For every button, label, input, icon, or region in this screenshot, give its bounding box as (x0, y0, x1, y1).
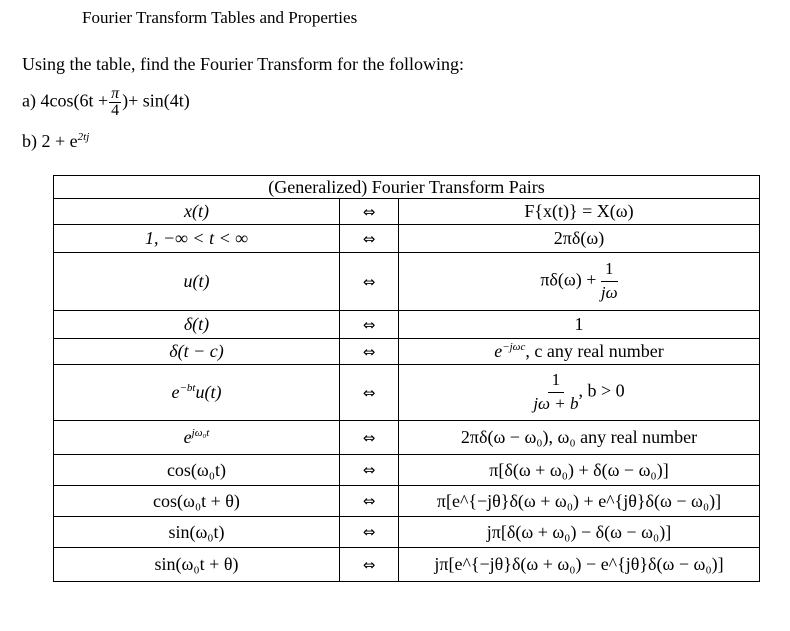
frequency-expr: πδ(ω) + (540, 269, 597, 290)
transform-pair-arrow-icon: ⇔ (340, 339, 399, 365)
table-row (54, 311, 760, 339)
table-row (54, 365, 760, 421)
transform-pair-arrow-icon: ⇔ (340, 455, 399, 486)
frequency-domain-cell (399, 365, 760, 421)
time-domain-cell: sin(ω₀t + θ) (54, 548, 340, 582)
problem-a-frac-num: π (111, 85, 120, 102)
exp-base: e (171, 382, 180, 402)
exp-base: e (494, 341, 503, 361)
table-row (54, 225, 760, 253)
transform-pair-arrow-icon: ⇔ (340, 365, 399, 421)
frequency-domain-cell: 2πδ(ω − ω₀), ω₀ any real number (399, 421, 760, 455)
time-domain-cell: 1, −∞ < t < ∞ (54, 225, 340, 253)
table-caption-row (54, 176, 760, 199)
fraction (601, 260, 618, 302)
frequency-expr-suffix: , c any real number (525, 341, 664, 361)
fraction-denominator: jω (600, 283, 618, 302)
time-expr-suffix: u(t) (195, 382, 222, 402)
table-row (54, 486, 760, 517)
problem-a-frac-den: 4 (111, 102, 120, 119)
table-row (54, 253, 760, 311)
problem-b-exponent: 2tj (77, 131, 90, 143)
table-row (54, 455, 760, 486)
time-domain-cell: δ(t − c) (54, 339, 340, 365)
time-domain-cell: cos(ω₀t) (54, 455, 340, 486)
exp-superscript: −jωc (502, 341, 526, 353)
transform-pair-arrow-icon: ⇔ (340, 486, 399, 517)
time-domain-cell (54, 365, 340, 421)
frequency-expr-suffix: , b > 0 (578, 380, 625, 401)
fraction (533, 371, 578, 413)
frequency-domain-cell: π[e^{−jθ}δ(ω + ω₀) + e^{jθ}δ(ω − ω₀)] (399, 486, 760, 517)
problem-a-label: a) (22, 90, 36, 111)
transform-pair-arrow-icon: ⇔ (340, 253, 399, 311)
table-row (54, 548, 760, 582)
problem-a-expr-end: )+ sin(4t) (122, 90, 190, 111)
frequency-domain-cell: 1 (399, 311, 760, 339)
problem-a (22, 86, 190, 119)
transform-pair-arrow-icon: ⇔ (340, 199, 399, 225)
fraction-numerator: 1 (548, 371, 565, 393)
time-domain-cell: x(t) (54, 199, 340, 225)
table-row (54, 421, 760, 455)
problem-a-fraction (109, 86, 121, 119)
frequency-domain-cell (399, 339, 760, 365)
exp-superscript: jω₀t (191, 427, 210, 439)
problem-b-label: b) (22, 131, 37, 151)
table-row (54, 339, 760, 365)
transform-pair-arrow-icon: ⇔ (340, 311, 399, 339)
exp-superscript: −bt (179, 382, 196, 394)
frequency-domain-cell: π[δ(ω + ω₀) + δ(ω − ω₀)] (399, 455, 760, 486)
transform-pair-arrow-icon: ⇔ (340, 421, 399, 455)
table-caption: (Generalized) Fourier Transform Pairs (54, 176, 760, 199)
frequency-domain-cell: 2πδ(ω) (399, 225, 760, 253)
fraction-numerator: 1 (601, 260, 618, 282)
problem-b-expr: 2 + e (41, 131, 78, 151)
time-domain-cell: δ(t) (54, 311, 340, 339)
problem-a-expr-start: 4cos(6t + (40, 90, 109, 111)
table-row (54, 199, 760, 225)
frequency-domain-cell: jπ[e^{−jθ}δ(ω + ω₀) − e^{jθ}δ(ω − ω₀)] (399, 548, 760, 582)
time-domain-cell: sin(ω₀t) (54, 517, 340, 548)
time-domain-cell: u(t) (54, 253, 340, 311)
fraction-denominator: jω + b (533, 394, 579, 413)
time-domain-cell: cos(ω₀t + θ) (54, 486, 340, 517)
frequency-domain-cell (399, 253, 760, 311)
time-domain-cell (54, 421, 340, 455)
transform-pair-arrow-icon: ⇔ (340, 225, 399, 253)
transform-pair-arrow-icon: ⇔ (340, 517, 399, 548)
fourier-pairs-table (53, 175, 760, 582)
exp-base: e (183, 427, 192, 447)
problem-b (22, 131, 89, 152)
table-row (54, 517, 760, 548)
transform-pair-arrow-icon: ⇔ (340, 548, 399, 582)
page-title: Fourier Transform Tables and Properties (82, 8, 358, 27)
instruction-text: Using the table, find the Fourier Transform for the following: (22, 54, 464, 74)
frequency-domain-cell: jπ[δ(ω + ω₀) − δ(ω − ω₀)] (399, 517, 760, 548)
frequency-domain-cell: F{x(t)} = X(ω) (399, 199, 760, 225)
